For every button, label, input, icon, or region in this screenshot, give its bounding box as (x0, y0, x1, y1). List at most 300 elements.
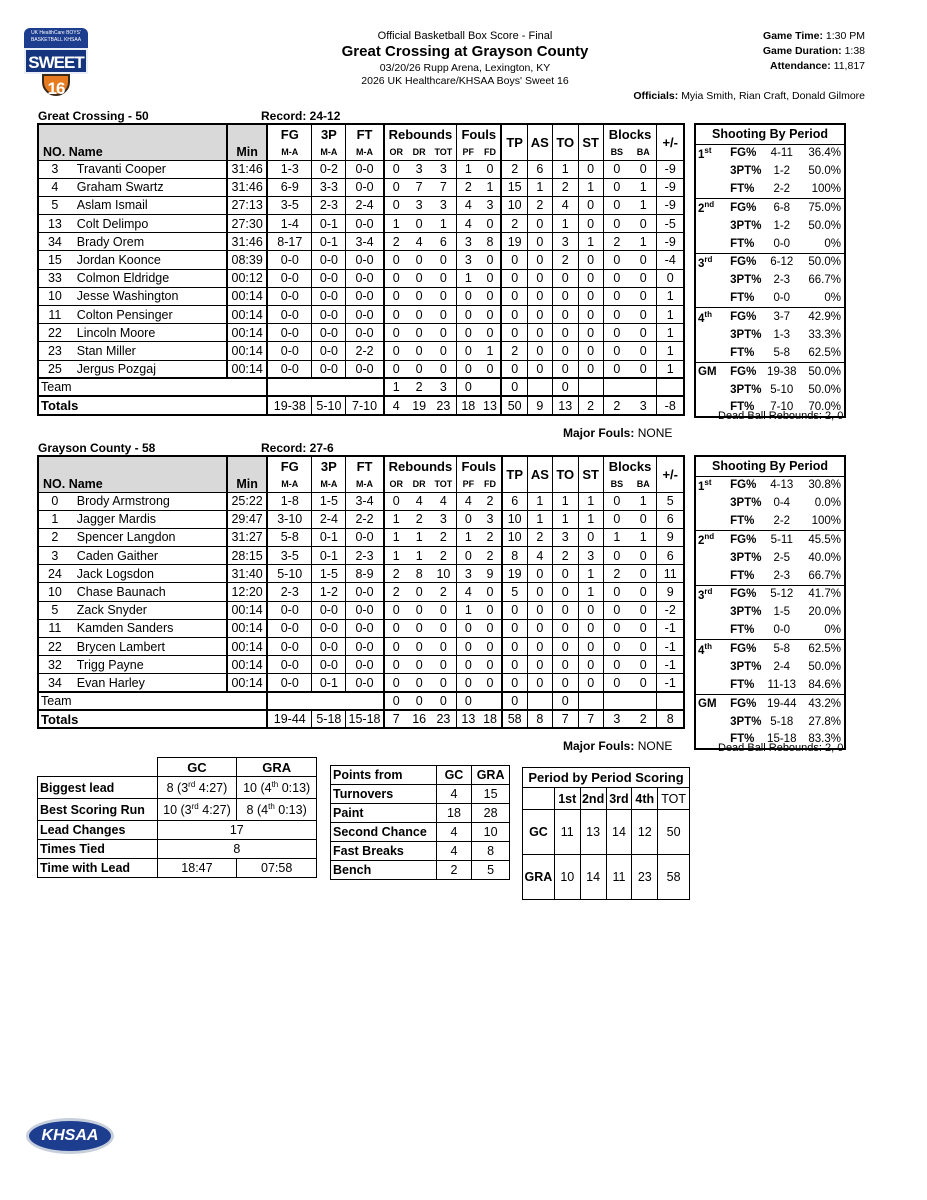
player-plus-minus: -4 (657, 251, 684, 269)
player-st: 0 (578, 528, 603, 546)
player-min: 28:15 (227, 547, 267, 565)
player-fg: 3-5 (267, 196, 312, 214)
player-ba: 0 (630, 342, 657, 360)
sbp-label: FT% (730, 183, 755, 196)
player-number: 10 (38, 583, 71, 601)
sbp-percent: 0% (824, 237, 841, 250)
player-to: 0 (552, 306, 578, 324)
points-from-gra: 5 (472, 861, 510, 880)
sbp-made-attempted: 7-10 (770, 401, 794, 414)
sbp-label: FG% (730, 362, 762, 380)
player-st: 1 (578, 492, 603, 510)
sbp-made-attempted: 5-12 (762, 585, 801, 603)
player-st: 0 (578, 287, 603, 305)
player-name: Jordan Koonce (71, 251, 227, 269)
player-row (38, 196, 684, 214)
player-st: 0 (578, 619, 603, 637)
col-ft-ma: M-A (346, 144, 384, 160)
sbp-percent: 41.7% (801, 585, 845, 603)
player-reb: 10 (431, 565, 457, 583)
player-fg: 8-17 (267, 233, 312, 251)
player-dr: 1 (408, 547, 431, 565)
player-3p: 1-5 (312, 565, 346, 583)
player-fd: 0 (480, 638, 502, 656)
player-name: Jergus Pozgaj (71, 360, 227, 378)
player-st: 0 (578, 674, 603, 692)
sbp-period: 3rd (695, 585, 730, 603)
player-as: 0 (527, 601, 552, 619)
player-min: 00:14 (227, 638, 267, 656)
totals-as: 8 (527, 710, 552, 728)
player-3p: 0-0 (312, 324, 346, 342)
sbp-made-attempted: 1-2 (773, 219, 791, 232)
player-fg: 0-0 (267, 342, 312, 360)
sbp-percent: 70.0% (808, 401, 841, 414)
player-3p: 0-0 (312, 342, 346, 360)
player-min: 00:14 (227, 342, 267, 360)
player-dr: 0 (408, 638, 431, 656)
player-st: 1 (578, 178, 603, 196)
sbp-made-attempted: 0-0 (773, 624, 791, 637)
player-to: 0 (552, 583, 578, 601)
player-or: 2 (384, 565, 408, 583)
sbp-percent: 45.5% (801, 531, 845, 549)
period-scoring-table (522, 767, 690, 900)
player-min: 25:22 (227, 492, 267, 510)
player-dr: 0 (408, 619, 431, 637)
ps-gra-q1: 10 (554, 855, 580, 900)
player-to: 0 (552, 324, 578, 342)
player-pf: 3 (457, 251, 480, 269)
sbp-percent: 36.4% (808, 147, 841, 160)
player-row (38, 674, 684, 692)
sbp-made-attempted: 1-2 (773, 165, 791, 178)
col-blocks: Blocks (603, 124, 657, 144)
player-reb: 0 (431, 269, 457, 287)
gra-major-fouls (563, 739, 672, 753)
player-min: 00:14 (227, 619, 267, 637)
player-fd: 0 (480, 601, 502, 619)
col-ft-ma: M-A (346, 476, 384, 492)
team-tp: 0 (501, 378, 527, 396)
totals-dr: 16 (408, 710, 431, 728)
col-no-name: NO. Name (38, 144, 227, 160)
player-plus-minus: -9 (657, 160, 684, 178)
col-or: OR (384, 144, 408, 160)
player-fd: 1 (480, 178, 502, 196)
player-min: 00:12 (227, 269, 267, 287)
sbp-percent: 66.7% (808, 274, 841, 287)
sbp-row (695, 694, 845, 712)
player-min: 00:14 (227, 287, 267, 305)
player-3p: 2-4 (312, 510, 346, 528)
sbp-label: FG% (730, 199, 762, 217)
player-pf: 1 (457, 601, 480, 619)
player-ft: 0-0 (346, 215, 384, 233)
player-or: 0 (384, 251, 408, 269)
col-3p: 3P (312, 456, 346, 476)
points-from-label: Turnovers (331, 785, 437, 804)
player-fg: 0-0 (267, 601, 312, 619)
col-tp: TP (502, 456, 528, 492)
col-to: TO (552, 456, 578, 492)
attendance-label: Attendance: (770, 60, 831, 72)
sbp-percent: 50.0% (808, 219, 841, 232)
player-tp: 0 (502, 601, 528, 619)
player-reb: 2 (431, 583, 457, 601)
sbp-row (695, 271, 845, 289)
player-tp: 2 (501, 215, 527, 233)
event-name: 2026 UK Healthcare/KHSAA Boys' Sweet 16 (361, 75, 569, 87)
player-row (38, 565, 684, 583)
player-bs: 0 (603, 178, 630, 196)
player-min: 00:14 (227, 674, 267, 692)
sbp-label: 3PT% (730, 551, 762, 564)
ps-gra-total: 58 (658, 855, 690, 900)
sbp-row (695, 531, 845, 549)
player-number: 1 (38, 510, 71, 528)
player-to: 0 (552, 565, 578, 583)
gra-team-name: Grayson County - 58 (38, 441, 156, 455)
team-or: 1 (384, 378, 408, 396)
totals-3p: 5-10 (312, 396, 346, 414)
player-to: 0 (552, 656, 578, 674)
player-3p: 0-1 (312, 674, 346, 692)
sbp-row (695, 622, 845, 640)
best-run-gra: 8 (4th 0:13) (237, 799, 317, 821)
sbp-label: FT% (730, 401, 755, 414)
player-st: 0 (578, 160, 603, 178)
player-number: 23 (38, 342, 71, 360)
player-as: 0 (527, 215, 552, 233)
sbp-percent: 100% (811, 183, 841, 196)
player-min: 00:14 (227, 360, 267, 378)
period-1: 1st (554, 788, 580, 810)
player-name: Caden Gaither (71, 547, 227, 565)
sbp-label: 3PT% (730, 660, 762, 673)
player-to: 2 (552, 178, 578, 196)
player-number: 22 (38, 638, 71, 656)
player-ft: 0-0 (346, 601, 384, 619)
player-number: 25 (38, 360, 71, 378)
sbp-row (695, 308, 845, 326)
player-fd: 2 (480, 547, 502, 565)
player-row (38, 360, 684, 378)
player-or: 0 (384, 638, 408, 656)
gc-stats-table (37, 123, 685, 416)
player-or: 2 (384, 233, 408, 251)
player-to: 1 (552, 160, 578, 178)
player-pf: 1 (457, 160, 480, 178)
sbp-row (695, 603, 845, 621)
player-tp: 0 (502, 619, 528, 637)
player-st: 1 (578, 583, 603, 601)
player-row (38, 619, 684, 637)
player-3p: 0-0 (312, 306, 346, 324)
player-name: Aslam Ismail (71, 196, 227, 214)
sbp-made-attempted: 0-0 (773, 292, 791, 305)
sbp-label: FG% (730, 253, 762, 271)
player-name: Graham Swartz (71, 178, 227, 196)
date-venue: 03/20/26 Rupp Arena, Lexington, KY (379, 62, 551, 74)
player-number: 33 (38, 269, 71, 287)
player-ba: 0 (630, 287, 657, 305)
sweet16-logo (24, 28, 88, 102)
player-as: 0 (527, 674, 552, 692)
player-fg: 1-3 (267, 160, 312, 178)
sbp-label: 3PT% (730, 165, 762, 178)
player-ba: 0 (630, 269, 657, 287)
sbp-label: FT% (730, 624, 755, 637)
sbp-made-attempted: 2-3 (773, 274, 791, 287)
player-st: 0 (578, 306, 603, 324)
times-tied: 8 (157, 840, 316, 859)
player-pf: 4 (457, 492, 480, 510)
player-reb: 0 (431, 674, 457, 692)
sbp-label: FG% (730, 479, 757, 492)
sbp-period: 3rd (695, 253, 730, 271)
sbp-row (695, 549, 845, 567)
player-to: 4 (552, 196, 578, 214)
player-bs: 0 (603, 196, 630, 214)
player-to: 1 (552, 510, 578, 528)
player-st: 0 (578, 601, 603, 619)
totals-or: 7 (384, 710, 408, 728)
sbp-row (695, 144, 845, 162)
player-or: 0 (384, 306, 408, 324)
major-fouls-value: NONE (637, 739, 673, 753)
sbp-made-attempted: 1-5 (773, 606, 791, 619)
player-fg: 0-0 (267, 674, 312, 692)
player-dr: 0 (408, 251, 431, 269)
player-tp: 2 (501, 342, 527, 360)
team-label: Team (38, 378, 267, 396)
player-fd: 0 (480, 160, 502, 178)
player-fg: 0-0 (267, 306, 312, 324)
player-dr: 0 (408, 342, 431, 360)
player-reb: 1 (431, 215, 457, 233)
player-as: 1 (527, 492, 552, 510)
player-min: 12:20 (227, 583, 267, 601)
player-reb: 4 (431, 492, 457, 510)
col-st: ST (578, 124, 603, 160)
major-fouls-label: Major Fouls: (563, 739, 635, 753)
totals-plus-minus: 8 (657, 710, 684, 728)
player-tp: 0 (502, 656, 528, 674)
player-ba: 0 (630, 215, 657, 233)
team-row (38, 378, 684, 396)
sbp-label: FT% (730, 515, 755, 528)
sbp-label: FG% (730, 147, 757, 160)
player-min: 29:47 (227, 510, 267, 528)
best-run-label: Best Scoring Run (38, 799, 158, 821)
sbp-row (695, 476, 845, 494)
sbp-title: Shooting By Period (695, 456, 845, 476)
player-pf: 2 (457, 178, 480, 196)
player-tp: 5 (502, 583, 528, 601)
player-dr: 7 (408, 178, 431, 196)
player-reb: 0 (431, 287, 457, 305)
player-or: 0 (384, 656, 408, 674)
player-number: 3 (38, 160, 71, 178)
totals-tp: 50 (501, 396, 527, 414)
player-3p: 0-0 (312, 251, 346, 269)
player-st: 0 (578, 638, 603, 656)
team-label: Team (38, 692, 267, 710)
player-fg: 0-0 (267, 638, 312, 656)
player-name: Spencer Langdon (71, 528, 227, 546)
player-ba: 1 (630, 233, 657, 251)
player-3p: 0-0 (312, 619, 346, 637)
col-pf: PF (457, 144, 480, 160)
sbp-percent: 30.8% (808, 479, 841, 492)
player-3p: 0-2 (312, 160, 346, 178)
player-row (38, 269, 684, 287)
player-or: 0 (384, 342, 408, 360)
col-fd: FD (484, 478, 497, 489)
player-3p: 0-0 (312, 269, 346, 287)
sbp-made-attempted: 19-44 (762, 694, 801, 712)
player-ft: 0-0 (346, 251, 384, 269)
points-from-gra: 28 (472, 804, 510, 823)
player-tp: 0 (502, 638, 528, 656)
officials-names: Myia Smith, Rian Craft, Donald Gilmore (681, 90, 865, 102)
sbp-row (695, 676, 845, 694)
player-bs: 0 (603, 674, 630, 692)
officials (633, 90, 865, 102)
box-score-title: Official Basketball Box Score - Final (377, 30, 553, 42)
player-st: 1 (578, 510, 603, 528)
period-3: 3rd (606, 788, 632, 810)
player-or: 0 (384, 492, 408, 510)
player-min: 08:39 (227, 251, 267, 269)
sbp-label: 3PT% (730, 715, 762, 728)
player-as: 0 (527, 306, 552, 324)
player-fg: 5-8 (267, 528, 312, 546)
player-or: 1 (384, 528, 408, 546)
player-ba: 0 (630, 360, 657, 378)
player-st: 1 (578, 233, 603, 251)
player-plus-minus: 6 (657, 547, 684, 565)
player-as: 1 (527, 510, 552, 528)
player-fd: 0 (480, 583, 502, 601)
player-fd: 0 (480, 287, 502, 305)
player-reb: 6 (431, 233, 457, 251)
player-st: 0 (578, 342, 603, 360)
player-fd: 3 (480, 196, 502, 214)
player-bs: 0 (603, 656, 630, 674)
sbp-label: FT% (730, 733, 755, 746)
team-pf: 0 (457, 378, 480, 396)
sbp-percent: 50.0% (808, 165, 841, 178)
player-ba: 1 (630, 196, 657, 214)
ps-gra-q2: 14 (580, 855, 606, 900)
player-ba: 0 (630, 251, 657, 269)
player-3p: 0-0 (312, 287, 346, 305)
player-reb: 2 (431, 547, 457, 565)
gra-shooting-by-period (694, 455, 846, 750)
player-fg: 3-10 (267, 510, 312, 528)
player-name: Trigg Payne (71, 656, 227, 674)
player-ft: 0-0 (346, 674, 384, 692)
player-bs: 0 (603, 251, 630, 269)
player-dr: 0 (408, 601, 431, 619)
sbp-period: 4th (695, 308, 730, 326)
totals-label: Totals (38, 710, 267, 728)
player-fg: 5-10 (267, 565, 312, 583)
player-dr: 0 (408, 656, 431, 674)
sbp-row (695, 162, 845, 180)
player-fd: 0 (480, 656, 502, 674)
player-as: 0 (527, 638, 552, 656)
player-number: 5 (38, 601, 71, 619)
player-reb: 0 (431, 251, 457, 269)
sbp-row (695, 362, 845, 380)
player-fd: 0 (480, 251, 502, 269)
sbp-period: GM (695, 362, 730, 380)
sbp-made-attempted: 0-0 (773, 237, 791, 250)
player-reb: 0 (431, 306, 457, 324)
player-dr: 0 (408, 583, 431, 601)
points-from-gc: 2 (436, 861, 472, 880)
sbp-label: FT% (730, 678, 755, 691)
player-fd: 2 (480, 492, 502, 510)
player-row (38, 160, 684, 178)
player-or: 0 (384, 674, 408, 692)
game-duration: 1:38 (844, 45, 865, 57)
gc-team-name: Great Crossing - 50 (38, 109, 149, 123)
sbp-row (695, 199, 845, 217)
player-reb: 0 (431, 360, 457, 378)
player-row (38, 492, 684, 510)
sbp-row (695, 217, 845, 235)
player-fd: 0 (480, 324, 502, 342)
player-or: 0 (384, 619, 408, 637)
points-from-table (330, 765, 510, 880)
player-name: Jesse Washington (71, 287, 227, 305)
biggest-lead-gra: 10 (4th 0:13) (237, 777, 317, 799)
player-reb: 0 (431, 656, 457, 674)
player-as: 0 (527, 324, 552, 342)
player-bs: 0 (603, 619, 630, 637)
player-ba: 0 (630, 306, 657, 324)
player-row (38, 251, 684, 269)
totals-fd: 13 (480, 396, 502, 414)
period-scoring-title: Period by Period Scoring (523, 768, 690, 788)
col-plus-minus: +/- (657, 456, 684, 492)
player-tp: 0 (501, 251, 527, 269)
player-min: 27:30 (227, 215, 267, 233)
sbp-made-attempted: 15-18 (767, 733, 797, 746)
player-reb: 3 (431, 510, 457, 528)
player-3p: 0-1 (312, 215, 346, 233)
col-tp: TP (501, 124, 527, 160)
player-plus-minus: 9 (657, 528, 684, 546)
player-row (38, 656, 684, 674)
gc-record: Record: 24-12 (261, 109, 341, 123)
team-or: 0 (384, 692, 408, 710)
sbp-percent: 84.6% (808, 678, 841, 691)
col-3p-ma: M-A (312, 144, 346, 160)
player-ft: 0-0 (346, 324, 384, 342)
player-tp: 10 (502, 528, 528, 546)
col-min: Min (227, 476, 267, 492)
player-pf: 0 (457, 674, 480, 692)
player-or: 0 (384, 287, 408, 305)
sbp-made-attempted: 2-3 (773, 569, 791, 582)
totals-ft: 7-10 (346, 396, 384, 414)
player-st: 0 (578, 251, 603, 269)
